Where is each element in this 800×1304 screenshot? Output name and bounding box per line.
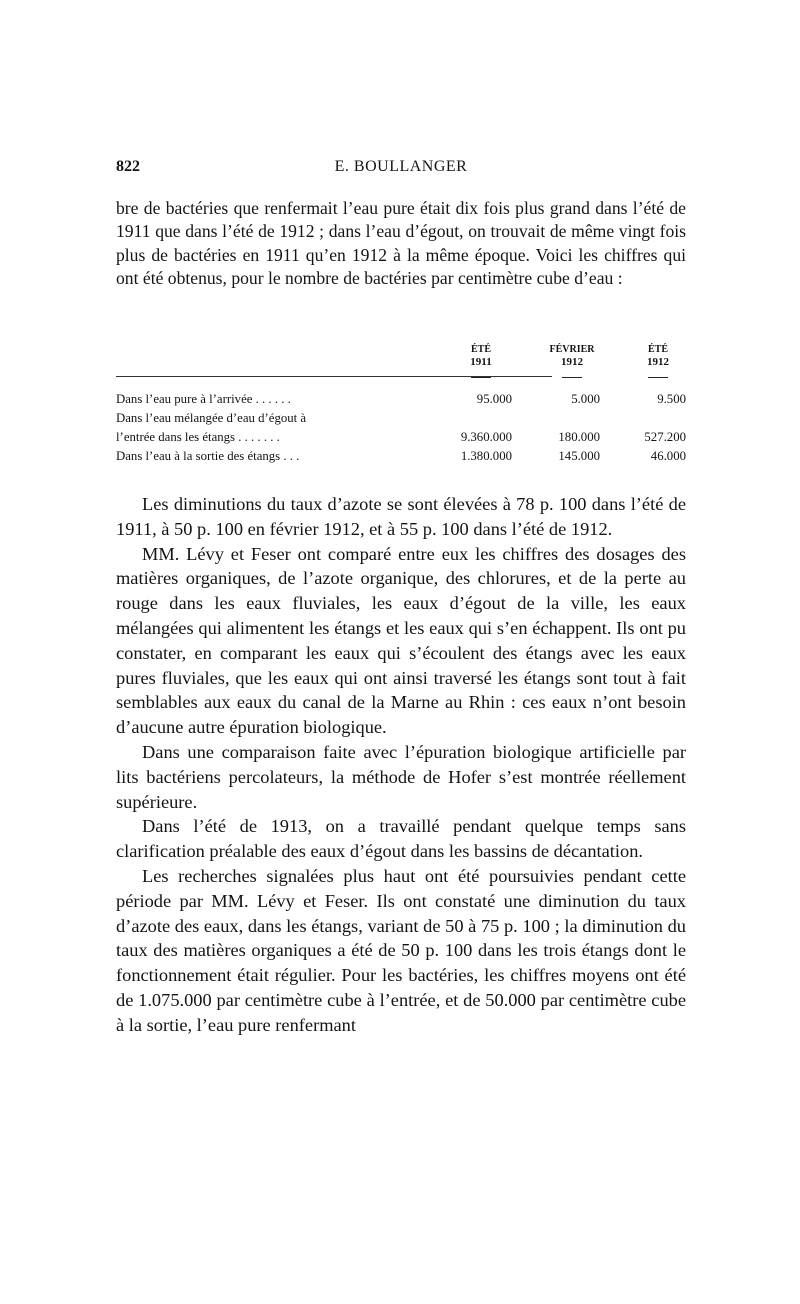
cell-value: 95.000 (476, 392, 512, 406)
paragraph: Dans l’été de 1913, on a travaillé pendant quelque temps sans clarification préalable des eaux d’égout dans les bassins de décantation. (116, 816, 686, 862)
cell-value: 180.000 (558, 430, 600, 444)
row-label: Dans l’eau à la sortie des étangs . . . (116, 449, 300, 463)
table-row (116, 390, 686, 409)
column-header-label: FÉVRIER (549, 344, 595, 355)
column-header-dash (648, 377, 668, 378)
row-label: l’entrée dans les étangs . . . . . . . (116, 430, 280, 444)
running-head (116, 158, 686, 184)
running-head-author: E. BOULLANGER (334, 158, 468, 175)
page-number: 822 (116, 158, 140, 175)
table-row (116, 447, 686, 466)
column-header-label: ÉTÉ (470, 344, 491, 355)
column-header-label: ÉTÉ (647, 344, 668, 355)
table-rule (116, 376, 552, 377)
cell-value: 145.000 (558, 449, 600, 463)
cell-value: 1.380.000 (460, 449, 512, 463)
cell-value: 5.000 (571, 392, 600, 406)
row-label: Dans l’eau mélangée d’eau d’égout à (116, 411, 307, 425)
paragraph: Les recherches signalées plus haut ont été poursuivies pendant cette période par MM. Lévy et Feser. Ils ont constaté une diminution du taux d’azote des eaux, dans les étangs, variant de 50 à 75 p. 100 ; la diminution du taux des matières organiques a été de 50 p. 100 dans les trois étangs dont le fonctionnement était régulier. Pour les bactéries, les chiffres moyens ont été de 1.075.000 par centimètre cube à l’entrée, et de 50.000 par centimètre cube à la sortie, l’eau pure renfermant (116, 865, 686, 1035)
column-header-ete-1912 (630, 344, 686, 378)
cell-value: 9.360.000 (460, 430, 512, 444)
row-label: Dans l’eau pure à l’arrivée . . . . . . (116, 392, 291, 406)
column-header-ete-1911 (452, 344, 510, 378)
cell-value: 527.200 (644, 430, 686, 444)
intro-paragraph: bre de bactéries que renfermait l’eau pure était dix fois plus grand dans l’été de 1911 que dans l’été de 1912 ; dans l’eau d’égout, on trouvait de même vingt fois plus de bactéries en 1911 qu’en 1912 à la même époque. Voici les chiffres qui ont été obtenus, pour le nombre de bactéries par centimètre cube d’eau : (116, 198, 686, 288)
body-text (116, 492, 686, 1038)
table-row (116, 409, 686, 428)
column-header-year: 1912 (561, 356, 583, 368)
paragraph: MM. Lévy et Feser ont comparé entre eux les chiffres des dosages des matières organiques, de l’azote organique, des chlorures, et de la perte au rouge dans les eaux fluviales, les eaux d’égout de la ville, les eaux mélangées qui alimentent les étangs et les eaux qui s’en échappent. Ils ont pu constater, en comparant les eaux qui s’écoulent des étangs avec les eaux pures fluviales, que les eaux qui ont ainsi traversé les étangs sont tout à fait semblables aux eaux du canal de la Marne au Rhin : ces eaux n’ont besoin d’aucune autre épuration biologique. (116, 543, 686, 738)
paragraph: Les diminutions du taux d’azote se sont élevées à 78 p. 100 dans l’été de 1911, à 50 p. 100 en février 1912, et à 55 p. 100 dans l’été de 1912. (116, 494, 686, 539)
column-header-dash (562, 377, 582, 378)
column-header-dash (471, 377, 491, 378)
column-header-year: 1912 (647, 356, 669, 368)
column-header-year: 1911 (470, 356, 492, 368)
table-row (116, 428, 686, 447)
paragraph: Dans une comparaison faite avec l’épuration biologique artificielle par lits bactériens percolateurs, la méthode de Hofer s’est montrée réellement supérieure. (116, 741, 686, 812)
cell-value: 9.500 (657, 392, 686, 406)
cell-value: 46.000 (650, 449, 686, 463)
column-header-fevrier-1912 (536, 344, 608, 378)
